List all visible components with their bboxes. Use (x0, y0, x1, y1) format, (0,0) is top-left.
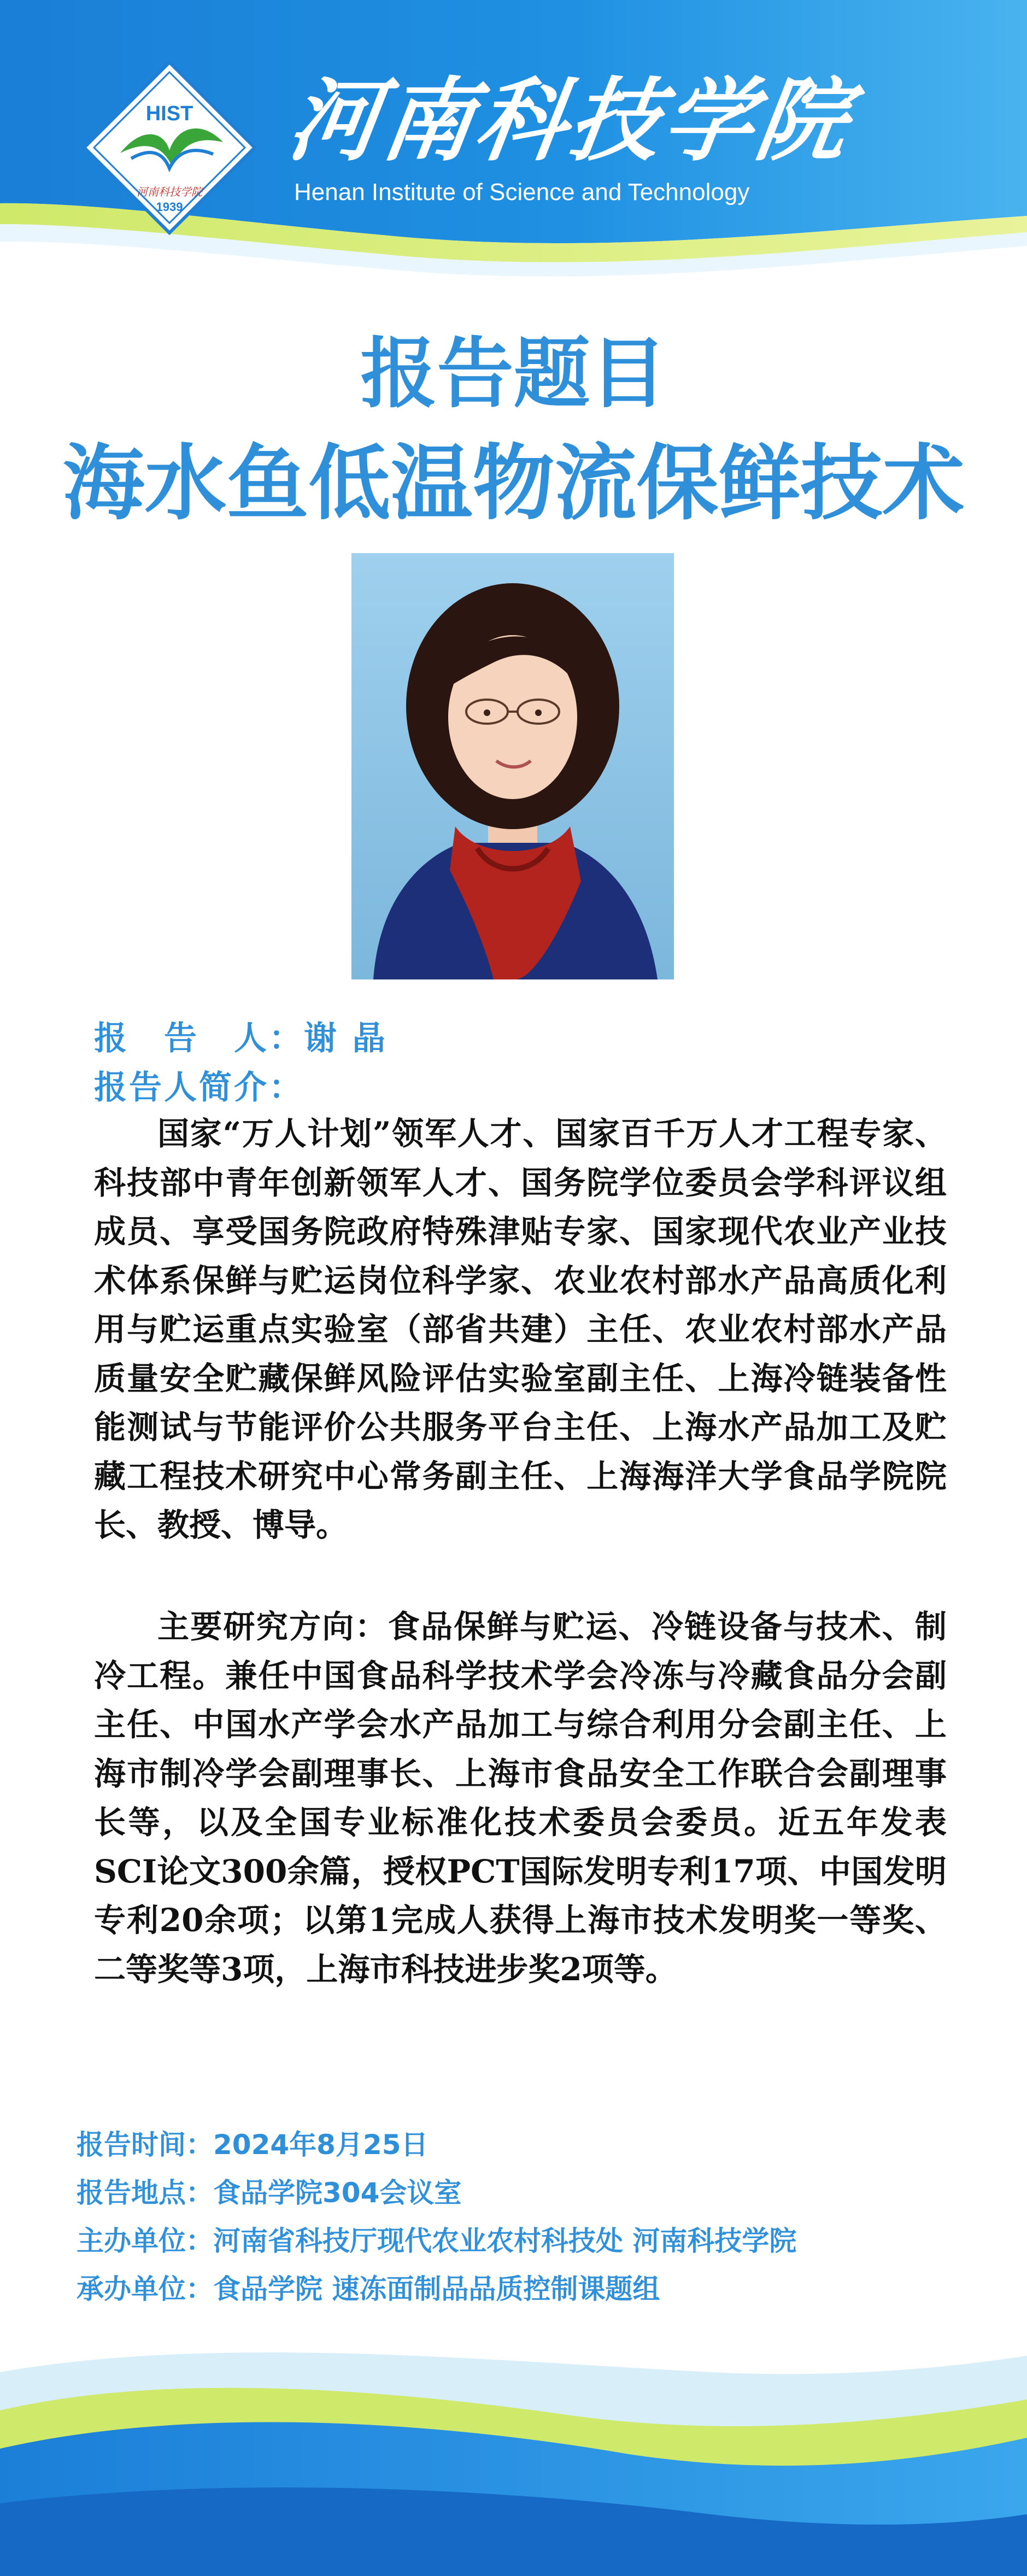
speaker-portrait (351, 553, 674, 979)
speaker-name: 谢 晶 (304, 1019, 388, 1058)
bio-paragraph-1 (94, 1110, 947, 1601)
bio-label: 报告人简介： (94, 1069, 304, 1107)
portrait-illustration (351, 553, 674, 979)
logo-year: 1939 (156, 200, 183, 214)
logo-text: HIST (145, 102, 193, 125)
detail-value: 食品学院304会议室 (213, 2177, 462, 2209)
school-name-chinese: 河南科技学院 (282, 67, 858, 173)
detail-value: 食品学院 速冻面制品品质控制课题组 (213, 2273, 660, 2305)
school-name-english: Henan Institute of Science and Technology (294, 179, 750, 206)
footer-waves (0, 2339, 1027, 2576)
header-banner (0, 0, 1027, 295)
svg-text:河南科技学院: 河南科技学院 (137, 185, 202, 198)
detail-row-location (77, 2169, 962, 2217)
footer-wave-graphic (0, 2339, 1027, 2576)
detail-value: 2024年8月25日 (213, 2129, 429, 2161)
detail-row-time (77, 2121, 962, 2169)
detail-row-organizer (77, 2217, 962, 2265)
detail-row-host (77, 2265, 962, 2313)
event-details (77, 2121, 962, 2317)
speaker-line (94, 1017, 388, 1060)
detail-label: 报告时间： (77, 2129, 213, 2161)
detail-label: 报告地点： (77, 2177, 213, 2209)
bio-paragraph-1-text: 国家“万人计划”领军人才、国家百千万人才工程专家、科技部中青年创新领军人才、国务院学位委员会学科评议组成员、享受国务院政府特殊津贴专家、国家现代农业产业技术体系保鲜与贮运岗位科学家、农业农村部水产品高质化利用与贮运重点实验室（部省共建）主任、农业农村部水产品质量安全贮藏保鲜风险评估实验室副主任、上海冷链装备性能测试与节能评价公共服务平台主任、上海水产品加工及贮藏工程技术研究中心常务副主任、上海海洋大学食品学院院长、教授、博导。 (94, 1115, 947, 1544)
report-title: 海水鱼低温物流保鲜技术 (62, 436, 965, 531)
bio-paragraph-2-text: 主要研究方向：食品保鲜与贮运、冷链设备与技术、制冷工程。兼任中国食品科学技术学会冷冻与冷藏食品分会副主任、中国水产学会水产品加工与综合利用分会副主任、上海市制冷学会副理事长、上海市食品安全工作联合会副理事长等，以及全国专业标准化技术委员会委员。近五年发表SCI论文300余篇，授权PCT国际发明专利17项、中国发明专利20余项；以第1完成人获得上海市技术发明奖一等奖、二等奖等3项，上海市科技进步奖2项等。 (94, 1608, 947, 1988)
school-logo (82, 60, 257, 235)
detail-label: 承办单位： (77, 2273, 213, 2305)
detail-label: 主办单位： (77, 2225, 213, 2257)
report-title-label: 报告题目 (360, 330, 667, 419)
bio-paragraph-2 (94, 1603, 947, 2094)
speaker-label: 报 告 人： (94, 1019, 304, 1058)
detail-value: 河南省科技厅现代农业农村科技处 河南科技学院 (213, 2225, 797, 2257)
